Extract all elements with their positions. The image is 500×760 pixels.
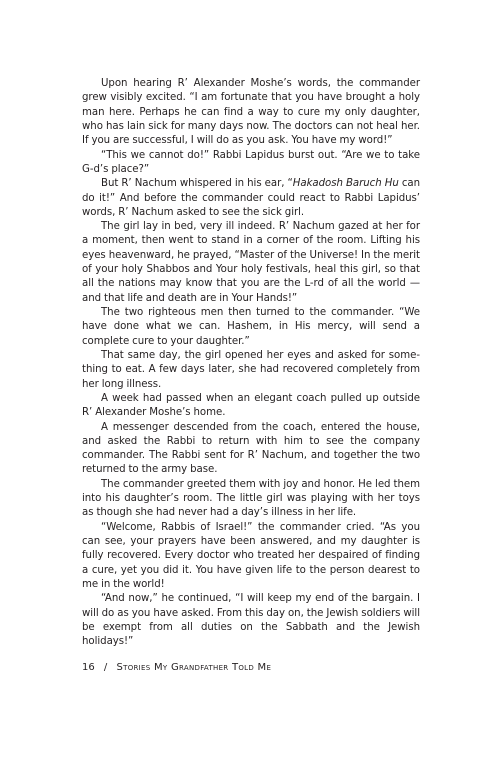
paragraph-text: can do it!” And before the commander could react to Rabbi Lapidus’ words, R’ Nachum asked to see the sick girl. — [82, 178, 421, 218]
page-footer — [82, 661, 271, 675]
paragraph: The two righteous men then turned to the commander. “We have done what we can. Hashem, in His mercy, will send a complete cure to your daughter.” — [82, 307, 420, 347]
running-title: Stories My Grandfather Told Me — [116, 662, 272, 673]
paragraph: Upon hearing R’ Alexander Moshe’s words, the commander grew visibly excited. “I am fortunate that you have brought a holy man here. Perhaps he can find a way to cure my only daughter, who has lain sick for many days now. The doctors can not heal her. If you are successful, I will do as you ask. You have my word!” — [82, 78, 420, 147]
paragraph: “And now,” he continued, “I will keep my end of the bargain. I will do as you have asked. From this day on, the Jewish soldiers will be exempt from all duties on the Sabbath and the Jewish holidays!” — [82, 593, 420, 648]
paragraph-text: But R’ Nachum whispered in his ear, “ — [101, 178, 293, 190]
paragraph: “Welcome, Rabbis of Israel!” the commander cried. “As you can see, your prayers have been answered, and my daughter is fully recovered. Every doctor who treated her despaired of finding a cure, yet you did it. You have given life to the person dearest to me in the world! — [82, 521, 420, 590]
footer-separator: / — [103, 662, 108, 673]
paragraph: “This we cannot do!” Rabbi Lapidus burst out. “Are we to take G-d’s place?” — [82, 149, 420, 175]
paragraph — [82, 177, 420, 220]
body-text — [82, 77, 420, 650]
paragraph: A week had passed when an elegant coach pulled up outside R’ Alexander Moshe’s home. — [82, 392, 420, 419]
page-number: 16 — [82, 662, 95, 673]
italic-phrase: Hakadosh Baruch Hu — [292, 178, 399, 190]
paragraph: The girl lay in bed, very ill indeed. R’ Nachum gazed at her for a moment, then went to stand in a corner of the room. Lifting his eyes heavenward, he prayed, “Master of the Universe! In the merit of your holy Shabbos and Your holy festivals, heal this girl, so that all the nations may know that you are the L-rd of all the world — and that life and death are in Your Hands!” — [82, 221, 420, 304]
paragraph: That same day, the girl opened her eyes and asked for something to eat. A few days later, she had recovered completely from her long illness. — [82, 349, 420, 390]
paragraph: The commander greeted them with joy and honor. He led them into his daughter’s room. The little girl was playing with her toys as though she had never had a day’s illness in her life. — [82, 478, 420, 519]
paragraph: A messenger descended from the coach, entered the house, and asked the Rabbi to return with him to see the company commander. The Rabbi sent for R’ Nachum, and together the two returned to the army base. — [82, 421, 420, 476]
